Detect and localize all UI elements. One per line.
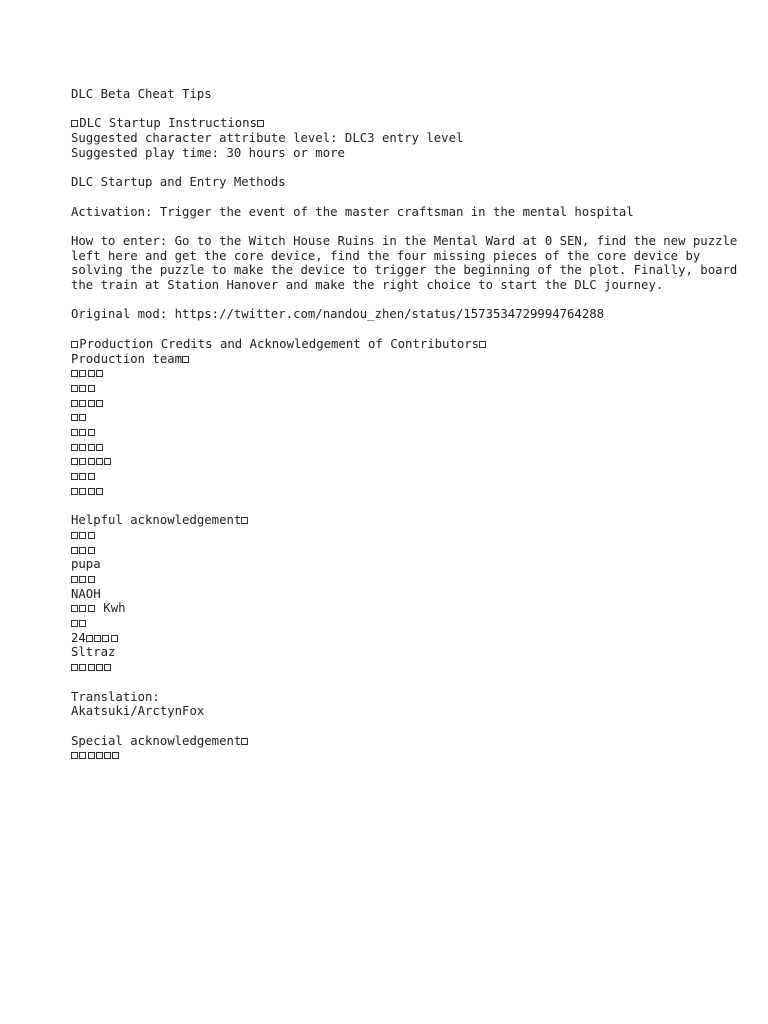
missing-glyph-icon xyxy=(88,444,95,451)
missing-glyph-icon xyxy=(71,547,78,554)
production-team-member xyxy=(71,410,751,425)
spacer xyxy=(71,498,751,513)
missing-glyph-icon xyxy=(96,458,103,465)
missing-glyph-icon xyxy=(96,370,103,377)
missing-glyph-icon xyxy=(479,341,486,348)
missing-glyph-icon xyxy=(112,752,119,759)
missing-glyph-icon xyxy=(241,738,248,745)
missing-glyph-icon xyxy=(71,532,78,539)
missing-glyph-icon xyxy=(71,605,78,612)
missing-glyph-icon xyxy=(71,620,78,627)
play-time: Suggested play time: 30 hours or more xyxy=(71,145,345,160)
missing-glyph-icon xyxy=(79,400,86,407)
missing-glyph-icon xyxy=(241,517,248,524)
missing-glyph-icon xyxy=(71,414,78,421)
missing-glyph-icon xyxy=(79,576,86,583)
helpful-member-name: Kwh xyxy=(95,601,126,616)
missing-glyph-icon xyxy=(104,752,111,759)
missing-glyph-icon xyxy=(79,664,86,671)
missing-glyph-icon xyxy=(88,473,95,480)
missing-glyph-icon xyxy=(104,458,111,465)
missing-glyph-icon xyxy=(88,664,95,671)
missing-glyph-icon xyxy=(79,370,86,377)
special-member xyxy=(71,748,751,763)
production-team-label: Production team xyxy=(71,351,183,366)
missing-glyph-icon xyxy=(96,752,103,759)
missing-glyph-icon xyxy=(182,356,189,363)
missing-glyph-icon xyxy=(71,473,78,480)
startup-heading-line xyxy=(71,116,751,131)
helpful-member xyxy=(71,601,751,616)
helpful-member xyxy=(71,572,751,587)
missing-glyph-icon xyxy=(79,605,86,612)
missing-glyph-icon xyxy=(79,473,86,480)
missing-glyph-icon xyxy=(88,576,95,583)
missing-glyph-icon xyxy=(104,664,111,671)
missing-glyph-icon xyxy=(79,414,86,421)
missing-glyph-icon xyxy=(71,385,78,392)
missing-glyph-icon xyxy=(79,752,86,759)
helpful-member xyxy=(71,557,751,572)
how-to-enter-text: How to enter: Go to the Witch House Ruins in the Mental Ward at 0 SEN, find the new puzzle left here and get the core device, find the four missing pieces of the core device by solving the puzzle to make the device to trigger the beginning of the plot. Finally, board the train at Station Hanover and make the right choice to start the DLC journey. xyxy=(71,233,738,293)
missing-glyph-icon xyxy=(71,576,78,583)
missing-glyph-icon xyxy=(96,400,103,407)
helpful-member xyxy=(71,587,751,602)
special-label: Special acknowledgement xyxy=(71,733,242,748)
helpful-member xyxy=(71,543,751,558)
missing-glyph-icon xyxy=(79,547,86,554)
missing-glyph-icon xyxy=(79,620,86,627)
helpful-member xyxy=(71,631,751,646)
missing-glyph-icon xyxy=(71,400,78,407)
translation-label: Translation: xyxy=(71,689,160,704)
missing-glyph-icon xyxy=(102,635,109,642)
missing-glyph-icon xyxy=(79,458,86,465)
helpful-member xyxy=(71,645,751,660)
missing-glyph-icon xyxy=(88,532,95,539)
special-label-line xyxy=(71,734,751,749)
methods-heading: DLC Startup and Entry Methods xyxy=(71,175,286,190)
missing-glyph-icon xyxy=(71,458,78,465)
document-page xyxy=(71,87,751,763)
special-list xyxy=(71,748,751,763)
production-team-label-line xyxy=(71,352,751,367)
helpful-member-name: NAOH xyxy=(71,586,101,601)
missing-glyph-icon xyxy=(88,400,95,407)
document-title: DLC Beta Cheat Tips xyxy=(71,87,212,101)
production-team-member xyxy=(71,396,751,411)
helpful-label: Helpful acknowledgement xyxy=(71,513,242,528)
missing-glyph-icon xyxy=(88,370,95,377)
missing-glyph-icon xyxy=(71,488,78,495)
missing-glyph-icon xyxy=(94,635,101,642)
original-mod-text: Original mod: https://twitter.com/nandou_zhen/status/1573534729994764288 xyxy=(71,307,605,322)
spacer xyxy=(71,219,751,234)
missing-glyph-icon xyxy=(96,444,103,451)
missing-glyph-icon xyxy=(79,429,86,436)
production-team-member xyxy=(71,366,751,381)
missing-glyph-icon xyxy=(88,429,95,436)
helpful-member-name: Sltraz xyxy=(71,645,116,660)
credits-heading: Production Credits and Acknowledgement of Contributors xyxy=(79,336,480,351)
helpful-member xyxy=(71,660,751,675)
missing-glyph-icon xyxy=(257,120,264,127)
attribute-level: Suggested character attribute level: DLC3 entry level xyxy=(71,131,464,146)
missing-glyph-icon xyxy=(71,752,78,759)
helpful-member-name: 24 xyxy=(71,630,86,645)
missing-glyph-icon xyxy=(71,664,78,671)
helpful-member-name: pupa xyxy=(71,557,101,572)
production-team-member xyxy=(71,425,751,440)
missing-glyph-icon xyxy=(88,488,95,495)
missing-glyph-icon xyxy=(79,385,86,392)
production-team-list xyxy=(71,366,751,498)
spacer xyxy=(71,322,751,337)
production-team-member xyxy=(71,440,751,455)
startup-heading: DLC Startup Instructions xyxy=(79,116,257,131)
production-team-member xyxy=(71,469,751,484)
missing-glyph-icon xyxy=(88,385,95,392)
missing-glyph-icon xyxy=(88,605,95,612)
spacer xyxy=(71,719,751,734)
activation-text: Activation: Trigger the event of the master craftsman in the mental hospital xyxy=(71,204,634,219)
missing-glyph-icon xyxy=(88,547,95,554)
credits-heading-line xyxy=(71,337,751,352)
spacer xyxy=(71,102,751,117)
spacer xyxy=(71,675,751,690)
helpful-member xyxy=(71,616,751,631)
missing-glyph-icon xyxy=(71,444,78,451)
missing-glyph-icon xyxy=(96,664,103,671)
missing-glyph-icon xyxy=(86,635,93,642)
missing-glyph-icon xyxy=(71,120,78,127)
production-team-member xyxy=(71,454,751,469)
spacer xyxy=(71,190,751,205)
missing-glyph-icon xyxy=(96,488,103,495)
missing-glyph-icon xyxy=(79,444,86,451)
missing-glyph-icon xyxy=(71,341,78,348)
helpful-member xyxy=(71,528,751,543)
missing-glyph-icon xyxy=(88,458,95,465)
production-team-member xyxy=(71,381,751,396)
production-team-member xyxy=(71,484,751,499)
helpful-label-line xyxy=(71,513,751,528)
missing-glyph-icon xyxy=(71,370,78,377)
spacer xyxy=(71,161,751,176)
missing-glyph-icon xyxy=(79,488,86,495)
helpful-list xyxy=(71,528,751,675)
spacer xyxy=(71,293,751,308)
missing-glyph-icon xyxy=(71,429,78,436)
missing-glyph-icon xyxy=(111,635,118,642)
missing-glyph-icon xyxy=(88,752,95,759)
translation-names: Akatsuki/ArctynFox xyxy=(71,704,205,719)
missing-glyph-icon xyxy=(79,532,86,539)
